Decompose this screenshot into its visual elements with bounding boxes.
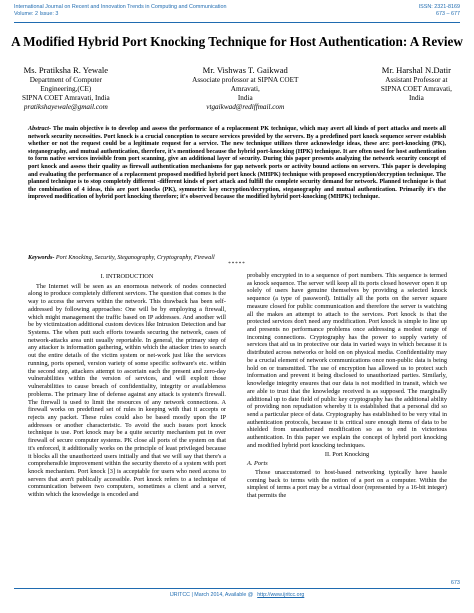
page-number: 673 [450,580,460,586]
section-heading-port-knocking: II. Port Knocking [324,450,370,458]
journal-name: International Journal on Recent and Innovation Trends in Computing and Communication [14,4,227,10]
journal-header [14,4,460,18]
abstract-label: Abstract- [28,126,52,132]
author-block [22,66,452,112]
section-heading-introduction: I. INTRODUCTION [100,273,154,280]
body-paragraph: probably encrypted in to a sequence of port numbers. This sequence is termed as knock sequence. The server will keep all its ports closed however open it up solely of users have genuine themselves by providing a selected knock sequence (a type of password). Initially all the ports on the server square measure closed for public communication and therefore the server is watching all the makes an attempt to attach to the services. Port knock is that the protected services don't need any modification. Port knock is simple to line up and presents no performance problems once addressing a modest range of incoming connections. Cryptography has the power to supply variety of services that aid us in protective our data in varied ways in which because it is distributed across networks or hold on on physical media. Confidentiality may be a crucial element of network communications once non-public data is being hold on or transmitted. The use of encryption has allowed us to protect such information and prevent it being disclosed to unauthorized parties. Similarly, knowledge integrity ensures that our data is not modified in transit, which we are able to trust that the knowledge received is as supposed. The marginally additional up to date field of public key cryptography has the additional ability of providing non repudiation whereby it is established that a personal did so send a particular piece of data. Cryptography has established to be very vital in authentication protocols, because it is critical sure enough items of data to be shielded from unauthorized modification so as to end in victorious authentication. In this paper we explain the concept of hybrid port knocking and modified hybrid port knocking techniques. [247,272,447,449]
abstract [28,126,446,202]
journal-link[interactable]: http://www.ijritcc.org [257,592,305,598]
abstract-text: The main objective is to develop and assess the performance of a replacement PK technique, which may avert all kinds of port attacks and meets all network security necessities. Port knock is a crucial conception to secure services provided by the servers. By a predefined port knock sequence server establish whether or not the request could be a legitimate request for a service. The new technique utilizes three acknowledge ideas, these are: port-knocking (PK), steganography, and mutual authentication, therefore, it's mentioned because the hybrid port-knocking (HPK) technique. It are often used for host authentication to form native services invisible from port scanning, give an additional layer of security. During this paper presents analyzing the network security concept of port knock and assess their quality as firewall authentication mechanisms for gap network ports or activity bound actions on servers. This paper is developing and evaluating the performance of a replacement proposed modified hybrid port knock (MHPK) technique with proposed encryption/decryption technique. The planned technique is to stop completely different -different kinds of port attack and fulfill the complete security demand for network. Planned technique is that the combination of 4 ideas, this are port knocks (PK), symmetric key encryption/decryption, steganography and mutual authentication. Primarily it's the improved modification of hybrid port knocking therefore; it's observed because the modified hybrid port-knocking (MHPK) technique. [28,126,446,201]
left-column [28,272,226,499]
author-email: vtgaikwad@rediffmail.com [206,103,285,111]
author-affiliation: India [237,94,253,102]
author-affiliation: SIPNA COET Amravati, [380,85,452,93]
author-email: pratikshayewale@gmail.com [23,103,108,111]
footer [14,592,460,598]
body-paragraph: The Internet will be seen as an enormous network of nodes connected along to produce completely different services. The question that comes is the way to access the servers within the network. This drawback has been self-addressed by following approaches: One will be by employing a firewall, which might management the traffic based on IP addresses. And another will be by victimization additional custom devices like Intrusion Detection and bar Systems. The when putt such efforts towards securing the network, cases of network-attacks area unit usually reportable. In general, the primary step of any attacker is information gathering, within which the attacker tries to search out the entire details of the victim system or net-work just like the services running, ports opened, version variety of some specific software's etc. within the second step, attackers attempt to ascertain each the present and zero-day vulnerabilities within the version of services, and will exploit those vulnerabilities to cause breach of confidentiality, integrity or availableness problems. The primary line of defense against any attack is system's firewall. The firewall is used to limit the resources of any network connections. A firewall works on predefined set of rules in keeping with that it accepts or rejects any packet. These rules could also be based mostly upon the IP addresses or another characteristic. To avoid the such issues port knock technique is use. Port knock may be a quite security mechanism put in over firewall of secure computer systems. PK close all ports of the system on that it's enforced, it additionally works on the principle of least privileged because it blocks all the unauthorized users initially and that we will say that there's a comprehensible improvement within the security thereto of a system with port knock mechanism. Port knock [3] is acceptable for users who need access to servers that aren't publically accessible. Port knock refers to a technique of communication between two computers, sometimes a client and a server, within which the knowledge is encoded and [28,282,226,499]
footer-text: IJRITCC | March 2014, Available @ [169,592,254,598]
author-affiliation: Engineering,(CE) [40,85,92,93]
author-affiliation: Amravati, [230,85,260,93]
author-affiliation: Department of Computer [29,76,102,84]
keywords-label: Keywords- [28,255,55,261]
header-rule [14,22,460,23]
author-name: Mr. Vishwas T. Gaikwad [202,65,288,75]
author-affiliation: India [409,94,424,102]
footer-rule [14,588,460,589]
author-name: Ms. Pratiksha R. Yewale [23,65,109,75]
journal-volume: Volume: 2 Issue: 3 [14,11,59,17]
author-affiliation: Associate professor at SIPNA COET [192,76,299,84]
author-3 [381,66,452,112]
keywords-text: Port Knocking, Security, Steganography, Cryptography, Firewall [54,255,215,261]
author-affiliation: SIPNA COET Amravati, India [22,94,110,102]
author-2 [192,66,298,112]
author-1 [22,66,110,112]
body-paragraph: Those unaccustomed to host-based networking typically have hassle coming back to terms with the notion of a port on a computer. Within the simplest of terms a port may be a virtual door (represented by a 16-bit integer) that permits the [247,468,447,500]
right-column [247,272,447,500]
section-separator: ***** [228,262,246,267]
journal-issn: ISSN: 2321-8169 [418,4,460,10]
subsection-heading-ports: A. Ports [247,460,268,468]
author-affiliation: Assistant Professor at [385,76,448,84]
paper-title: A Modified Hybrid Port Knocking Technique for Host Authentication: A Review [11,34,463,49]
journal-pages: 673 – 677 [436,11,460,17]
author-name: Mr. Harshal N.Datir [381,65,452,75]
